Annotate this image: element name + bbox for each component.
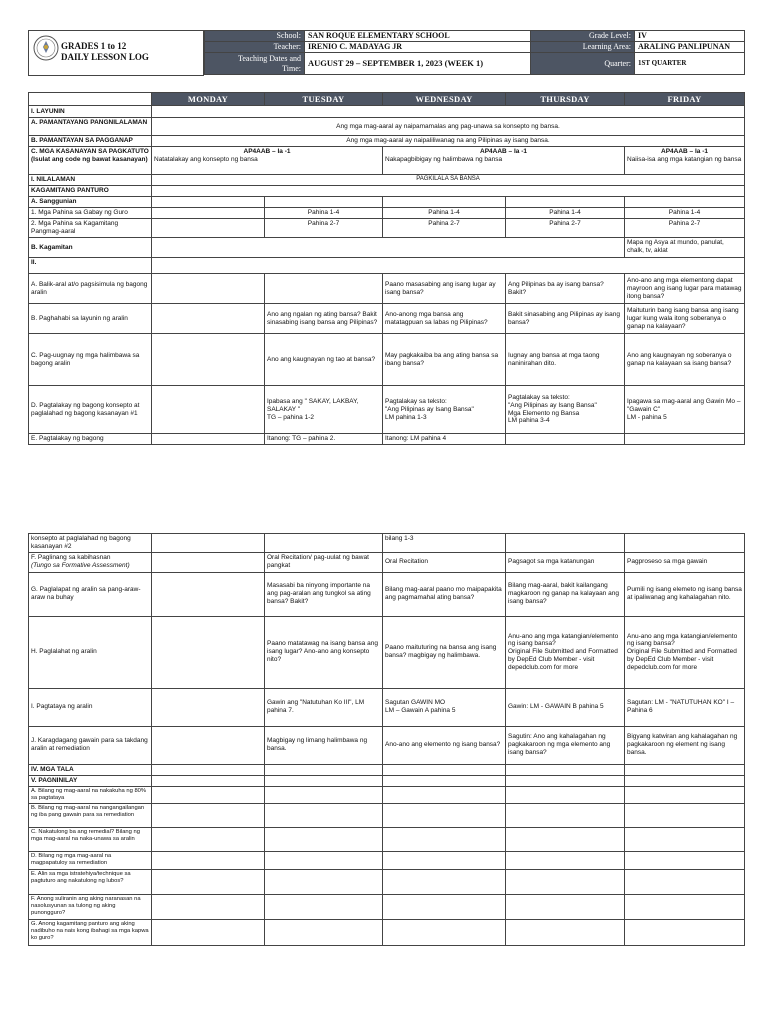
paglinang-label	[29, 552, 152, 572]
cell-line: LM – Gawain A pahina 5	[385, 707, 456, 715]
pagtataya-fri: Sagutan: LM - "NATUTUHAN KO" I – Pahina 6	[625, 688, 745, 726]
school-label: School:	[205, 31, 305, 42]
pagtalakay-1-tue	[265, 386, 383, 434]
blank-cell	[506, 919, 625, 945]
pangmag-aaral-wed: Pahina 2-7	[383, 219, 506, 238]
paglinang-title: F. Paglinang sa kabihasnan	[31, 554, 111, 562]
blank-cell	[152, 197, 265, 208]
paglalahat-thu	[506, 616, 625, 688]
blank-cell	[625, 851, 745, 869]
blank-cell	[383, 764, 506, 775]
pagtalakay-1-fri	[625, 386, 745, 434]
section-ii-label: II.	[29, 258, 152, 274]
blank-cell	[152, 851, 265, 869]
kagamitan-blank	[152, 238, 625, 258]
pagninilay-c: C. Nakatulong ba ang remedial? Bilang ng mga mag-aaral na naka-unawa sa aralin	[29, 827, 152, 851]
pagtalakay-2-wed-cont: bilang 1-3	[383, 534, 506, 553]
pangmag-aaral-tue: Pahina 2-7	[265, 219, 383, 238]
blank-cell	[506, 534, 625, 553]
header-logo-box	[28, 30, 204, 76]
grade-level-value: IV	[635, 31, 745, 42]
pamantayan-sa-pagganap-label: B. PAMANTAYAN SA PAGGANAP	[29, 136, 152, 147]
blank-cell	[383, 894, 506, 919]
cell-line: LM pahina 3-4	[508, 417, 550, 425]
pag-uugnay-fri: Ano ang kaugnayan ng soberanya o ganap na kalayaan sa isang bansa?	[625, 334, 745, 386]
kagamitan-label: B. Kagamitan	[29, 238, 152, 258]
pagtalakay-2-wed: Itanong: LM pahina 4	[383, 434, 506, 445]
balik-aral-wed: Paano masasabing ang isang lugar ay isang bansa?	[383, 274, 506, 304]
blank-cell	[152, 572, 265, 616]
lesson-table-part2	[28, 533, 744, 946]
pag-uugnay-wed: May pagkakaiba ba ang ating bansa sa ibang bansa?	[383, 334, 506, 386]
header	[28, 30, 744, 76]
header-info-table	[204, 30, 745, 75]
blank-cell	[265, 827, 383, 851]
blank-cell	[625, 869, 745, 894]
paglalapat-fri: Pumili ng isang elemeto ng isang bansa at ipaliwanag ang kahalagahan nito.	[625, 572, 745, 616]
paglalapat-wed: Bilang mag-aaral paano mo maipapakita ang pagmamahal ating bansa?	[383, 572, 506, 616]
blank-cell	[265, 919, 383, 945]
teacher-value: IRENIO C. MADAYAG JR	[305, 42, 531, 53]
paglalahat-tue: Paano matatawag na isang bansa ang isang lugar? Ano-ano ang konsepto nito?	[265, 616, 383, 688]
teacher-label: Teacher:	[205, 42, 305, 53]
blank-cell	[152, 786, 265, 803]
cell-line: Pagtalakay sa teksto:	[508, 393, 570, 401]
mga-tala-label: IV. MGA TALA	[29, 764, 152, 775]
kasanayan-fri-code: AP4AAB – Ia -1	[661, 148, 708, 156]
pangmag-aaral-thu: Pahina 2-7	[506, 219, 625, 238]
blank-cell	[152, 219, 265, 238]
blank-cell	[625, 434, 745, 445]
blank-cell	[506, 775, 625, 786]
deped-seal-icon	[33, 35, 59, 61]
cell-line: Pagtalakay sa teksto:	[385, 397, 447, 405]
pamantayang-pangnilalaman-text: Ang mga mag-aaral ay naipamamalas ang pag-unawa sa konsepto ng bansa.	[152, 118, 745, 136]
learning-area-value: ARALING PANLIPUNAN	[635, 42, 745, 53]
cell-line: Original File Submitted and Formatted by DepEd Club Member - visit depedclub.com for more	[627, 648, 737, 672]
blank-cell	[383, 803, 506, 827]
pagtalakay-1-label: D. Pagtalakay ng bagong konsepto at paglalahad ng bagong kasanayan #1	[29, 386, 152, 434]
blank-cell	[152, 534, 265, 553]
pagtalakay-1-wed	[383, 386, 506, 434]
blank-cell	[152, 552, 265, 572]
gabay-guro-label: 1. Mga Pahina sa Gabay ng Guro	[29, 208, 152, 219]
gabay-guro-wed: Pahina 1-4	[383, 208, 506, 219]
blank-cell	[152, 775, 265, 786]
blank-cell	[152, 304, 265, 334]
sanggunian-label: A. Sanggunian	[29, 197, 152, 208]
blank-cell	[152, 919, 265, 945]
paglalahat-fri	[625, 616, 745, 688]
pagtataya-tue: Gawin ang "Natutuhan Ko III", LM pahina 7.	[265, 688, 383, 726]
paghahabi-thu: Bakit sinasabing ang Pilipinas ay isang bansa?	[506, 304, 625, 334]
cell-line: LM - pahina 5	[627, 413, 667, 421]
blank-cell	[383, 919, 506, 945]
blank-cell	[383, 869, 506, 894]
cell-line: Sagutan GAWIN MO	[385, 699, 446, 707]
paghahabi-fri: Maituturin bang isang bansa ang isang lugar kung wala itong soberanya o ganap na kalayaan?	[625, 304, 745, 334]
cell-line: TG – pahina 1-2	[267, 413, 314, 421]
nilalaman-text: PAGKILALA SA BANSA	[152, 175, 745, 186]
blank-cell	[625, 786, 745, 803]
paghahabi-wed: Ano-anong mga bansa ang matatagpuan sa labas ng Pilipinas?	[383, 304, 506, 334]
blank-cell	[152, 803, 265, 827]
grades-title: GRADES 1 to 12	[61, 41, 127, 51]
cell-line: Mga Elemento ng Bansa	[508, 409, 580, 417]
quarter-value: 1ST QUARTER	[635, 53, 745, 75]
blank-cell	[152, 386, 265, 434]
blank-cell	[625, 827, 745, 851]
paghahabi-label: B. Paghahabi sa layunin ng aralin	[29, 304, 152, 334]
karagdagang-gawain-wed: Ano-ano ang elemento ng isang bansa?	[383, 726, 506, 764]
lesson-log-title: DAILY LESSON LOG	[61, 51, 149, 62]
blank-cell	[152, 208, 265, 219]
section-ii-blank	[152, 258, 745, 274]
dates-label-line2: Time:	[282, 63, 301, 73]
blank-cell	[265, 197, 383, 208]
pagninilay-d: D. Bilang ng mga mag-aaral na magpapatuloy sa remediation	[29, 851, 152, 869]
blank-cell	[506, 803, 625, 827]
blank-cell	[625, 775, 745, 786]
blank-cell	[265, 775, 383, 786]
blank-cell	[152, 869, 265, 894]
day-monday: MONDAY	[152, 93, 265, 106]
kasanayan-wed-text: Nakapagbibigay ng halimbawa ng bansa	[385, 156, 503, 164]
karagdagang-gawain-fri: Bigyang katwiran ang kahalagahan ng pagkakaroon ng element ng isang bansa.	[625, 726, 745, 764]
kagamitang-panturo-blank	[152, 186, 745, 197]
pagtataya-thu: Gawin: LM - GAWAIN B pahina 5	[506, 688, 625, 726]
pag-uugnay-label: C. Pag-uugnay ng mga halimbawa sa bagong aralin	[29, 334, 152, 386]
paghahabi-tue: Ano ang ngalan ng ating bansa? Bakit sinasabing isang bansa ang Pilipinas?	[265, 304, 383, 334]
nilalaman-label: I. NILALAMAN	[29, 175, 152, 186]
blank-cell	[506, 894, 625, 919]
kagamitan-fri: Mapa ng Asya at mundo, panulat, chalk, tv, aklat	[625, 238, 745, 258]
pagninilay-g: G. Anong kagamitang panturo ang aking nadibuho na nais kong ibahagi sa mga kapwa ko guro?	[29, 919, 152, 945]
blank-cell	[152, 274, 265, 304]
pagtalakay-2-label-cont: konsepto at paglalahad ng bagong kasanayan #2	[29, 534, 152, 553]
balik-aral-thu: Ang Pilipinas ba ay isang bansa? Bakit?	[506, 274, 625, 304]
blank-cell	[265, 894, 383, 919]
kasanayan-fri-text: Naiisa-isa ang mga katangian ng bansa	[627, 156, 742, 164]
layunin-label: I. LAYUNIN	[29, 106, 152, 118]
pagtalakay-2-tue: Itanong: TG – pahina 2.	[265, 434, 383, 445]
kasanayan-friday	[625, 147, 745, 175]
pag-uugnay-thu: Iugnay ang bansa at mga taong naninirahan dito.	[506, 334, 625, 386]
blank-cell	[506, 827, 625, 851]
blank-cell	[152, 764, 265, 775]
blank-cell	[152, 894, 265, 919]
blank-cell	[506, 764, 625, 775]
corner-cell	[29, 93, 152, 106]
blank-cell	[383, 827, 506, 851]
blank-cell	[383, 775, 506, 786]
kasanayan-wednesday	[383, 147, 625, 175]
karagdagang-gawain-tue: Magbigay ng limang halimbawa ng bansa.	[265, 726, 383, 764]
gabay-guro-tue: Pahina 1-4	[265, 208, 383, 219]
blank-cell	[383, 786, 506, 803]
gabay-guro-thu: Pahina 1-4	[506, 208, 625, 219]
kagamitang-panturo-label: KAGAMITANG PANTURO	[29, 186, 152, 197]
blank-cell	[265, 786, 383, 803]
paglalapat-label: G. Paglalapat ng aralin sa pang-araw-araw na buhay	[29, 572, 152, 616]
pangmag-aaral-fri: Pahina 2-7	[625, 219, 745, 238]
blank-cell	[152, 688, 265, 726]
cell-line: Anu-ano ang mga katangian/elemento ng isang bansa?	[627, 632, 738, 648]
blank-cell	[506, 197, 625, 208]
pagtataya-label: I. Pagtataya ng aralin	[29, 688, 152, 726]
paglinang-fri: Pagproseso sa mga gawain	[625, 552, 745, 572]
blank-cell	[625, 803, 745, 827]
cell-line: LM pahina 1-3	[385, 413, 427, 421]
paglinang-tue: Oral Recitation/ pag-uulat ng bawat pangkat	[265, 552, 383, 572]
cell-line: Ipabasa ang " SAKAY, LAKBAY, SALAKAY "	[267, 397, 359, 413]
pagtalakay-1-thu	[506, 386, 625, 434]
cell-line: "Ang Pilipinas ay Isang Bansa"	[508, 401, 597, 409]
blank-cell	[152, 827, 265, 851]
school-value: SAN ROQUE ELEMENTARY SCHOOL	[305, 31, 531, 42]
blank-cell	[152, 726, 265, 764]
blank-cell	[265, 534, 383, 553]
blank-cell	[383, 851, 506, 869]
cell-line: Anu-ano ang mga katangian/elemento ng isang bansa?	[508, 632, 619, 648]
kasanayan-tue-text: Natatalakay ang konsepto ng bansa	[154, 156, 258, 164]
kasanayan-tuesday	[152, 147, 383, 175]
dates-label	[205, 53, 305, 75]
blank-cell	[625, 197, 745, 208]
pagtataya-wed	[383, 688, 506, 726]
paglalapat-thu: Bilang mag-aaral, bakit kailangang magkaroon ng ganap na kalayaan ang isang bansa?	[506, 572, 625, 616]
cell-line: "Ang Pilipinas ay Isang Bansa"	[385, 405, 474, 413]
lesson-table-part1	[28, 92, 744, 445]
day-thursday: THURSDAY	[506, 93, 625, 106]
karagdagang-gawain-label: J. Karagdagang gawain para sa takdang aralin at remediation	[29, 726, 152, 764]
cell-line: Original File Submitted and Formatted by DepEd Club Member - visit depedclub.com for more	[508, 648, 618, 672]
blank-cell	[265, 851, 383, 869]
kasanayan-label: C. MGA KASANAYAN SA PAGKATUTO (Isulat ang code ng bawat kasanayan)	[29, 147, 152, 175]
paglalapat-tue: Masasabi ba ninyong importante na ang pag-aralan ang tungkol sa ating bansa? Bakit?	[265, 572, 383, 616]
blank-cell	[506, 869, 625, 894]
day-wednesday: WEDNESDAY	[383, 93, 506, 106]
blank-cell	[506, 434, 625, 445]
pagninilay-b: B. Bilang ng mag-aaral na nangangailangan ng iba pang gawain para sa remediation	[29, 803, 152, 827]
pagninilay-a: A. Bilang ng mag-aaral na nakakuha ng 80% sa pagtataya	[29, 786, 152, 803]
grade-level-label: Grade Level:	[531, 31, 635, 42]
quarter-label: Quarter:	[531, 53, 635, 75]
balik-aral-label: A. Balik-aral at/o pagsisimula ng bagong aralin	[29, 274, 152, 304]
day-tuesday: TUESDAY	[265, 93, 383, 106]
blank-cell	[625, 534, 745, 553]
pamantayang-pangnilalaman-label: A. PAMANTAYANG PANGNILALAMAN	[29, 118, 152, 136]
blank-cell	[506, 786, 625, 803]
paglinang-wed: Oral Recitation	[383, 552, 506, 572]
pagninilay-label: V. PAGNINILAY	[29, 775, 152, 786]
blank-cell	[265, 764, 383, 775]
cell-line: Ipagawa sa mag-aaral ang Gawin Mo – "Gawain C"	[627, 397, 741, 413]
layunin-blank	[152, 106, 745, 118]
blank-cell	[265, 274, 383, 304]
blank-cell	[383, 197, 506, 208]
paglinang-thu: Pagsagot sa mga katanungan	[506, 552, 625, 572]
blank-cell	[625, 894, 745, 919]
day-friday: FRIDAY	[625, 93, 745, 106]
pagninilay-f: F. Anong suliranin ang aking naranasan na nasolusyunan sa tulong ng aking punongguro?	[29, 894, 152, 919]
paglalahat-wed: Paano maituturing na bansa ang isang bansa? magbigay ng halimbawa.	[383, 616, 506, 688]
blank-cell	[152, 616, 265, 688]
blank-cell	[152, 334, 265, 386]
pag-uugnay-tue: Ano ang kaugnayan ng tao at bansa?	[265, 334, 383, 386]
pamantayan-sa-pagganap-text: Ang mga mag-aaral ay naipaliliwanag na ang Pilipinas ay isang bansa.	[152, 136, 745, 147]
dates-value: AUGUST 29 – SEPTEMBER 1, 2023 (WEEK 1)	[305, 53, 531, 75]
learning-area-label: Learning Area:	[531, 42, 635, 53]
blank-cell	[265, 869, 383, 894]
paglalahat-label: H. Paglalahat ng aralin	[29, 616, 152, 688]
dates-label-line1: Teaching Dates and	[238, 53, 301, 63]
karagdagang-gawain-thu: Sagutin: Ano ang kahalagahan ng pagkakaroon ng mga elemento ang isang bansa?	[506, 726, 625, 764]
blank-cell	[506, 851, 625, 869]
pagninilay-e: E. Alin sa mga istratehiya/technique sa pagtuturo ang nakatulong ng lubos?	[29, 869, 152, 894]
gabay-guro-fri: Pahina 1-4	[625, 208, 745, 219]
blank-cell	[265, 803, 383, 827]
blank-cell	[625, 764, 745, 775]
balik-aral-fri: Ano-ano ang mga elementong dapat mayroon ang isang lugar para matawag itong bansa?	[625, 274, 745, 304]
pagtalakay-2-label: E. Pagtalakay ng bagong	[29, 434, 152, 445]
kasanayan-tue-code: AP4AAB – Ia -1	[243, 148, 291, 156]
kagamitang-pangmag-aaral-label: 2. Mga Pahina sa Kagamitang Pangmag-aaral	[29, 219, 152, 238]
paglinang-subtitle: (Tungo sa Formative Assessment)	[31, 562, 130, 570]
blank-cell	[152, 434, 265, 445]
kasanayan-wed-code: AP4AAB – Ia -1	[480, 148, 527, 156]
blank-cell	[625, 919, 745, 945]
